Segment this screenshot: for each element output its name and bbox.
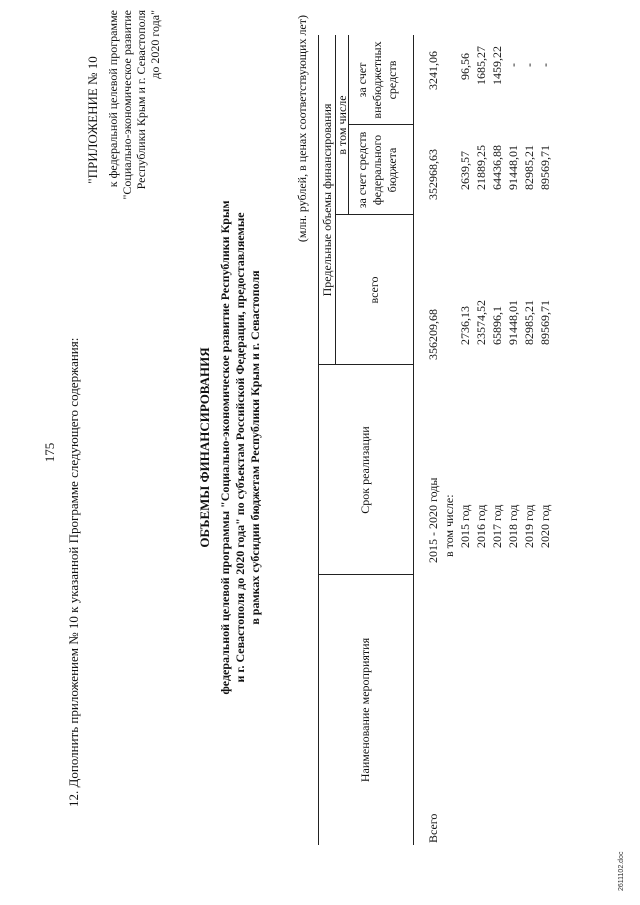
- header-including: в том числе: [335, 95, 349, 155]
- heading-title: ОБЪЕМЫ ФИНАНСИРОВАНИЯ: [197, 347, 212, 548]
- header-period: Срок реализации: [358, 426, 372, 514]
- header-federal: за счет средств федерального бюджета: [355, 131, 399, 209]
- intro-text: 12. Дополнить приложением № 10 к указанной Программе следующего содержания:: [66, 337, 81, 807]
- appendix-line-1: к федеральной целевой программе: [106, 10, 120, 188]
- header-extra: за счет внебюджетных средств: [355, 41, 399, 119]
- appendix-line-3: Республики Крым и г. Севастополя: [134, 10, 148, 190]
- units-note: (млн. рублей, в ценах соответствующих лет): [295, 15, 309, 243]
- heading-line-3: в рамках субсидии бюджетам Республики Крым и г. Севастополя: [248, 270, 262, 625]
- header-total: всего: [367, 276, 381, 304]
- header-name: Наименование мероприятия: [358, 637, 372, 783]
- appendix-line-2: "Социально-экономическое развитие: [120, 10, 134, 200]
- file-name: 2611102.doc: [618, 851, 625, 891]
- header-limits: Предельные объемы финансирования: [320, 103, 334, 297]
- appendix-line-4: до 2020 года": [148, 10, 162, 79]
- row-label-total: Всего: [426, 813, 440, 843]
- page-number: 175: [42, 442, 57, 463]
- heading-line-2: и г. Севастополя до 2020 года" по субъектам Российской Федерации, предоставляемые: [233, 212, 247, 683]
- appendix-title: "ПРИЛОЖЕНИЕ № 10: [85, 56, 100, 184]
- heading-line-1: федеральной целевой программы "Социально-экономическое развитие Республики Крым: [218, 200, 232, 695]
- rotated-page: 175 12. Дополнить приложением № 10 к указанной Программе следующего содержания: "ПРИЛОЖЕНИЕ № 10 к федеральной целевой программе "Социально-экономическое развитие Республики Крым и г. Севастополя до 2020 года" ОБЪЕМЫ ФИНАНСИРОВАНИЯ федеральной целевой программы "Социально-экономическое развитие Республики Крым и г. Севастополя до 2020 года" по субъектам Российской Федерации, предоставляемые в рамках субсидии бюджетам Республики Крым и г. Севастополя (млн. рублей, в ценах соответствующих лет) Наименование мероприятия Срок реализации Предельные объемы финансирования всего в том числе за счет средств федерального бюджета за счет внебюджетных средств Всего 2015 - 2020 годы 356209,68 352968,63 3241,06 в том числе: 2015 год 2736,13 2639,57 96,56 2016 год 23574,52 21889,25 1685,27 2017 год 65896,1 64436,88 1459,22 2018 год 91448,01 91448,01 - 2019 год 82985,21 82985,21 - 2020 год 89569,71 89569,71 - 2611102.doc: [0, 0, 640, 905]
